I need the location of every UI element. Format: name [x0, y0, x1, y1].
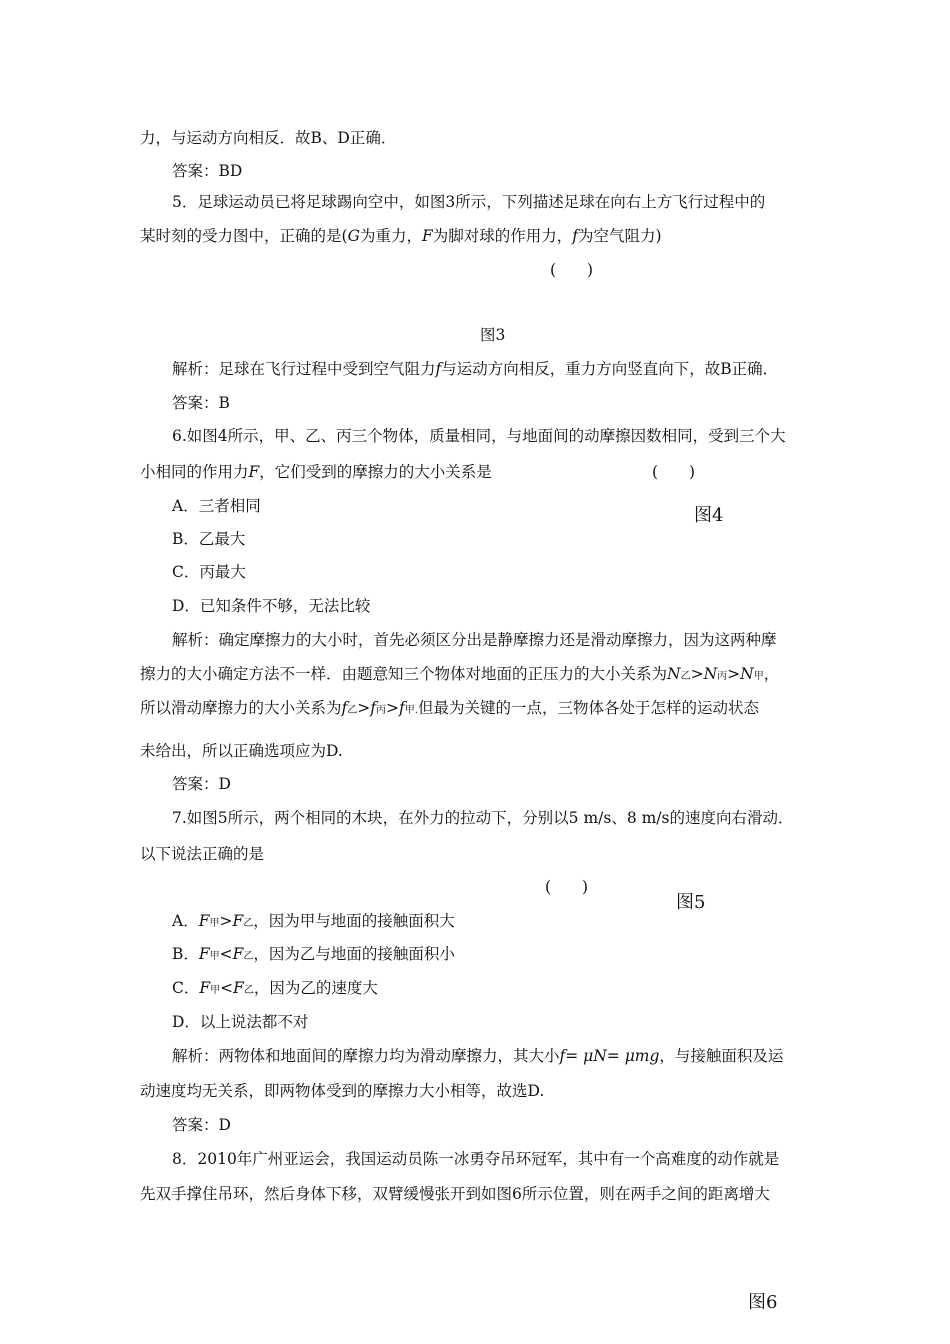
option-7-d: D．以上说法都不对 — [172, 1013, 309, 1031]
text-span: 为脚对球的作用力， — [432, 227, 573, 245]
option-6-d: D．已知条件不够，无法比较 — [172, 597, 371, 615]
answer-paren: ( ) — [652, 463, 696, 481]
text-span: 与运动方向相反，重力方向竖直向下，故B正确． — [441, 360, 779, 378]
question-7-line-2: 以下说法正确的是 — [140, 845, 265, 863]
subscript: 乙 — [243, 985, 254, 996]
symbol-f: f — [341, 699, 348, 717]
option-6-c: C．丙最大 — [172, 563, 246, 581]
analysis-6-line-2 — [140, 664, 779, 687]
symbol-N: N — [703, 665, 718, 683]
text-span: 小相同的作用力 — [140, 463, 249, 481]
text-span: 为空气阻力) — [578, 227, 662, 245]
text-line: 力，与运动方向相反．故B、D正确． — [140, 129, 397, 147]
answer-6: 答案：D — [172, 775, 231, 793]
question-5-line-2 — [140, 226, 662, 246]
operator: > — [727, 665, 741, 683]
question-8-line-2: 先双手撑住吊环，然后身体下移，双臂缓慢张开到如图6所示位置，则在两手之间的距离增大 — [140, 1185, 770, 1203]
subscript: 甲 — [753, 671, 764, 682]
text-span: 擦力的大小确定方法不一样．由题意知三个物体对地面的正压力的大小关系为 — [140, 665, 668, 683]
question-7-line-1: 7.如图5所示，两个相同的木块，在外力的拉动下，分别以5 m/s、8 m/s的速度向右滑动． — [172, 809, 794, 827]
symbol-f: f — [435, 360, 442, 378]
answer-5: 答案：B — [172, 394, 230, 412]
analysis-7-line-2: 动速度均无关系，即两物体受到的摩擦力大小相等，故选D. — [140, 1082, 545, 1100]
subscript: 甲 — [210, 985, 221, 996]
option-7-a — [172, 911, 455, 934]
option-7-b — [172, 944, 455, 967]
subscript: 丙 — [717, 671, 728, 682]
operator: < — [220, 979, 234, 997]
text-span: 所以滑动摩擦力的大小关系为 — [140, 699, 342, 717]
option-6-a: A．三者相同 — [172, 497, 261, 515]
operator: > — [690, 665, 704, 683]
question-6-line-1: 6.如图4所示，甲、乙、丙三个物体，质量相同，与地面间的动摩擦因数相同，受到三个大 — [172, 427, 786, 445]
subscript: 甲 — [209, 951, 220, 962]
symbol-f: f — [370, 699, 377, 717]
figure-5-caption: 图5 — [676, 892, 706, 913]
answer-line: 答案：BD — [172, 162, 243, 180]
text-span: C． — [172, 979, 200, 997]
text-span: ， — [763, 665, 780, 683]
answer-paren: ( ) — [545, 878, 589, 896]
symbol-N: N — [667, 665, 681, 683]
symbol-F: F — [232, 912, 244, 930]
symbol-f: f — [572, 227, 578, 245]
text-span: ，它们受到的摩擦力的大小关系是 — [259, 463, 492, 481]
figure-6-caption: 图6 — [748, 1292, 778, 1313]
question-8-line-1: 8．2010年广州亚运会，我国运动员陈一冰勇夺吊环冠军，其中有一个高难度的动作就是 — [172, 1150, 780, 1168]
symbol-G: G — [347, 227, 360, 245]
text-span: B． — [172, 945, 199, 963]
symbol-f: f — [399, 699, 405, 717]
text-span: ，因为乙与地面的接触面积小 — [253, 945, 455, 963]
answer-7: 答案：D — [172, 1116, 231, 1134]
symbol-F: F — [248, 463, 260, 481]
analysis-5 — [172, 359, 778, 379]
option-7-c — [172, 978, 378, 1001]
symbol-F: F — [233, 979, 244, 997]
operator: > — [357, 699, 371, 717]
subscript: 乙 — [680, 671, 691, 682]
answer-paren: ( ) — [550, 261, 594, 279]
analysis-6-line-1: 解析：确定摩擦力的大小时，首先必须区分出是静摩擦力还是滑动摩擦力，因为这两种摩 — [172, 631, 777, 649]
figure-4-caption: 图4 — [694, 505, 724, 526]
text-span: ，因为乙的速度大 — [253, 979, 378, 997]
subscript: 甲 — [209, 918, 220, 929]
analysis-6-line-3 — [140, 698, 759, 721]
text-span: 解析：足球在飞行过程中受到空气阻力 — [172, 360, 436, 378]
text-span: 但最为关键的一点，三物体各处于怎样的运动状态 — [417, 699, 759, 717]
analysis-6-line-4: 未给出，所以正确选项应为D. — [140, 742, 343, 760]
operator: > — [386, 699, 400, 717]
symbol-F: F — [198, 912, 210, 930]
question-5-line-1: 5．足球运动员已将足球踢向空中，如图3所示，下列描述足球在向右上方飞行过程中的 — [172, 193, 766, 211]
subscript: 乙 — [243, 918, 254, 929]
symbol-N: N — [740, 665, 754, 683]
text-span: ，与接触面积及运 — [659, 1047, 784, 1065]
text-span: ，因为甲与地面的接触面积大 — [253, 912, 455, 930]
symbol-F: F — [199, 979, 211, 997]
option-6-b: B．乙最大 — [172, 530, 246, 548]
subscript: 乙 — [347, 705, 358, 716]
symbol-F: F — [232, 945, 244, 963]
text-span: 解析：两物体和地面间的摩擦力均为滑动摩擦力，其大小 — [172, 1047, 560, 1065]
question-6-line-2 — [140, 462, 492, 482]
text-span: 某时刻的受力图中，正确的是( — [140, 227, 348, 245]
analysis-7-line-1 — [172, 1046, 783, 1066]
subscript: 甲. — [404, 705, 418, 716]
operator: > — [219, 912, 233, 930]
figure-3-caption: 图3 — [480, 326, 506, 344]
formula: f= μN= μmg — [559, 1047, 660, 1065]
operator: < — [219, 945, 233, 963]
symbol-F: F — [198, 945, 210, 963]
symbol-F: F — [421, 227, 433, 245]
subscript: 乙 — [243, 951, 254, 962]
text-span: A． — [172, 912, 199, 930]
subscript: 丙 — [376, 705, 387, 716]
text-span: 为重力， — [359, 227, 422, 245]
